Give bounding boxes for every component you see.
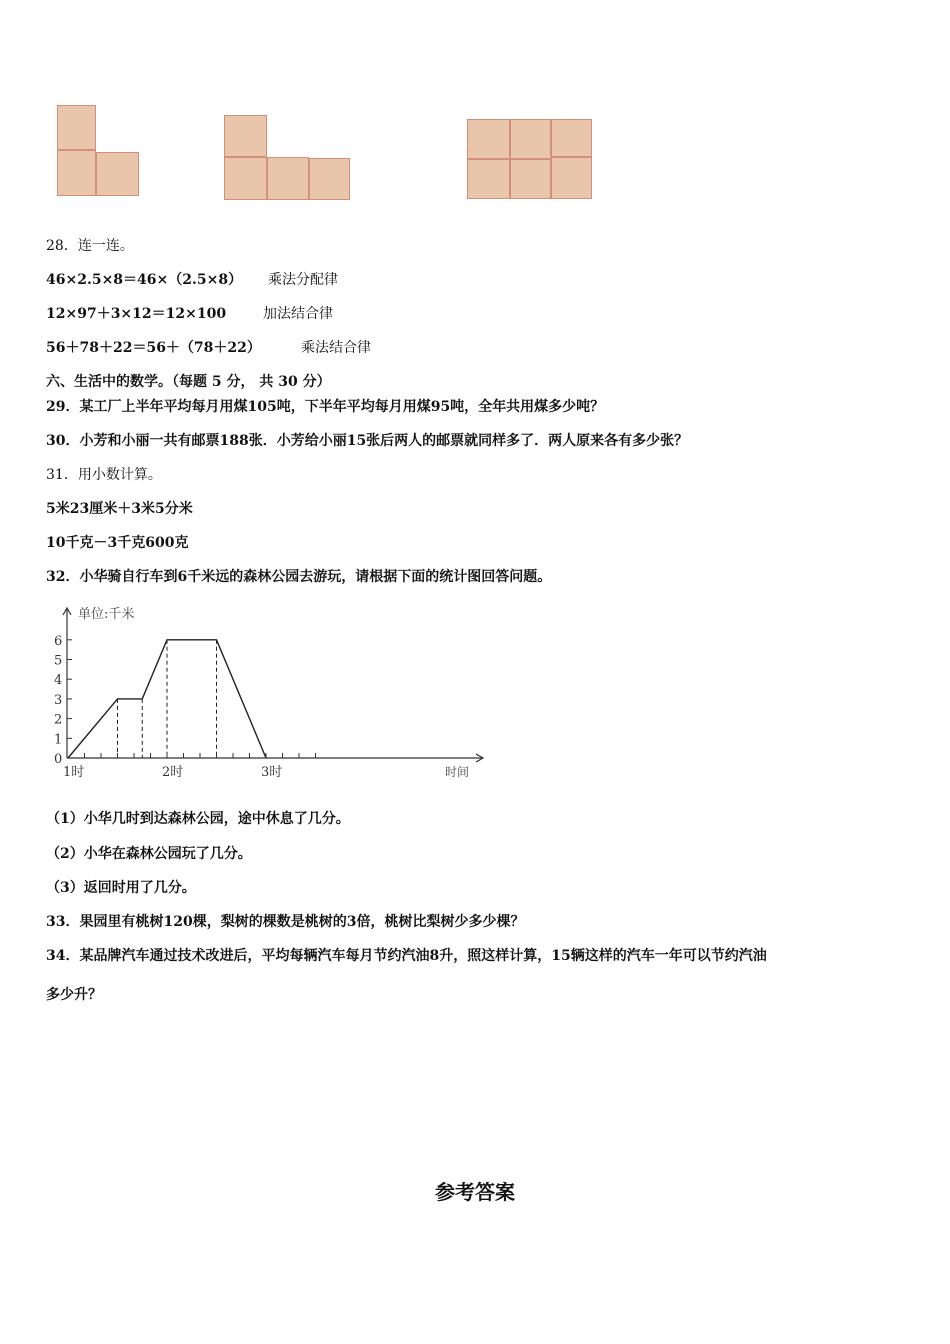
square-tile [224, 115, 267, 157]
square-tile [551, 157, 592, 199]
square-tile [96, 152, 139, 196]
y-tick-label: 2 [54, 712, 63, 728]
q28-law-1: 乘法分配律 [268, 272, 338, 288]
question-34-line-2: 多少升？ [46, 987, 102, 1003]
question-30: 30．小芳和小丽一共有邮票188张．小芳给小丽15张后两人的邮票就同样多了．两人原来各有多少张？ [46, 433, 689, 449]
answer-title: 参考答案 [435, 1180, 515, 1204]
square-tile [57, 150, 96, 196]
y-tick-label: 4 [54, 673, 63, 689]
y-tick-label: 6 [54, 633, 63, 649]
q28-expr-2: 12×97＋3×12＝12×100 [46, 306, 227, 322]
square-tile [551, 119, 592, 157]
x-tick-label: 1时 [63, 765, 85, 780]
q32-sub-2: （2）小华在森林公园玩了几分。 [46, 846, 252, 862]
q28-expr-3: 56＋78＋22＝56＋（78＋22） [46, 340, 261, 356]
y-axis-label: 单位:千米 [78, 607, 135, 622]
q28-law-2: 加法结合律 [263, 306, 333, 322]
square-tile [267, 157, 309, 200]
y-tick-label: 1 [54, 732, 63, 748]
x-axis-label: 时间 [445, 765, 470, 779]
q31-item-1: 5米23厘米＋3米5分米 [46, 501, 193, 517]
q28-law-3: 乘法结合律 [301, 340, 371, 356]
y-tick-label: 3 [54, 692, 63, 708]
square-tile [309, 158, 350, 200]
distance-time-chart [40, 598, 490, 790]
question-29: 29．某工厂上半年平均每月用煤105吨，下半年平均每月用煤95吨，全年共用煤多少吨？ [46, 399, 605, 415]
square-tile [224, 157, 267, 200]
question-34-line-1: 34．某品牌汽车通过技术改进后，平均每辆汽车每月节约汽油8升，照这样计算，15辆这样的汽车一年可以节约汽油 [46, 948, 767, 964]
q28-expr-1: 46×2.5×8＝46×（2.5×8） [46, 272, 243, 288]
square-tile [467, 119, 510, 159]
section-heading: 六、生活中的数学。（每题 5 分， 共 30 分） [46, 374, 331, 390]
square-tile [467, 159, 510, 199]
q28-title: 28．连一连。 [46, 238, 134, 254]
x-tick-label: 2时 [162, 765, 184, 780]
y-tick-label: 0 [54, 752, 63, 767]
q32-title: 32．小华骑自行车到6千米远的森林公园去游玩，请根据下面的统计图回答问题。 [46, 569, 552, 585]
q31-item-2: 10千克－3千克600克 [46, 535, 189, 551]
question-33: 33．果园里有桃树120棵，梨树的棵数是桃树的3倍，桃树比梨树少多少棵？ [46, 914, 525, 930]
q32-sub-3: （3）返回时用了几分。 [46, 880, 196, 896]
q32-sub-1: （1）小华几时到达森林公园，途中休息了几分。 [46, 811, 350, 827]
square-tile [510, 159, 551, 199]
q31-title: 31．用小数计算。 [46, 467, 162, 483]
y-tick-label: 5 [54, 653, 63, 669]
chart-axes [63, 608, 483, 762]
square-tile [57, 105, 96, 150]
square-tile [510, 119, 551, 159]
x-tick-label: 3时 [261, 765, 283, 780]
